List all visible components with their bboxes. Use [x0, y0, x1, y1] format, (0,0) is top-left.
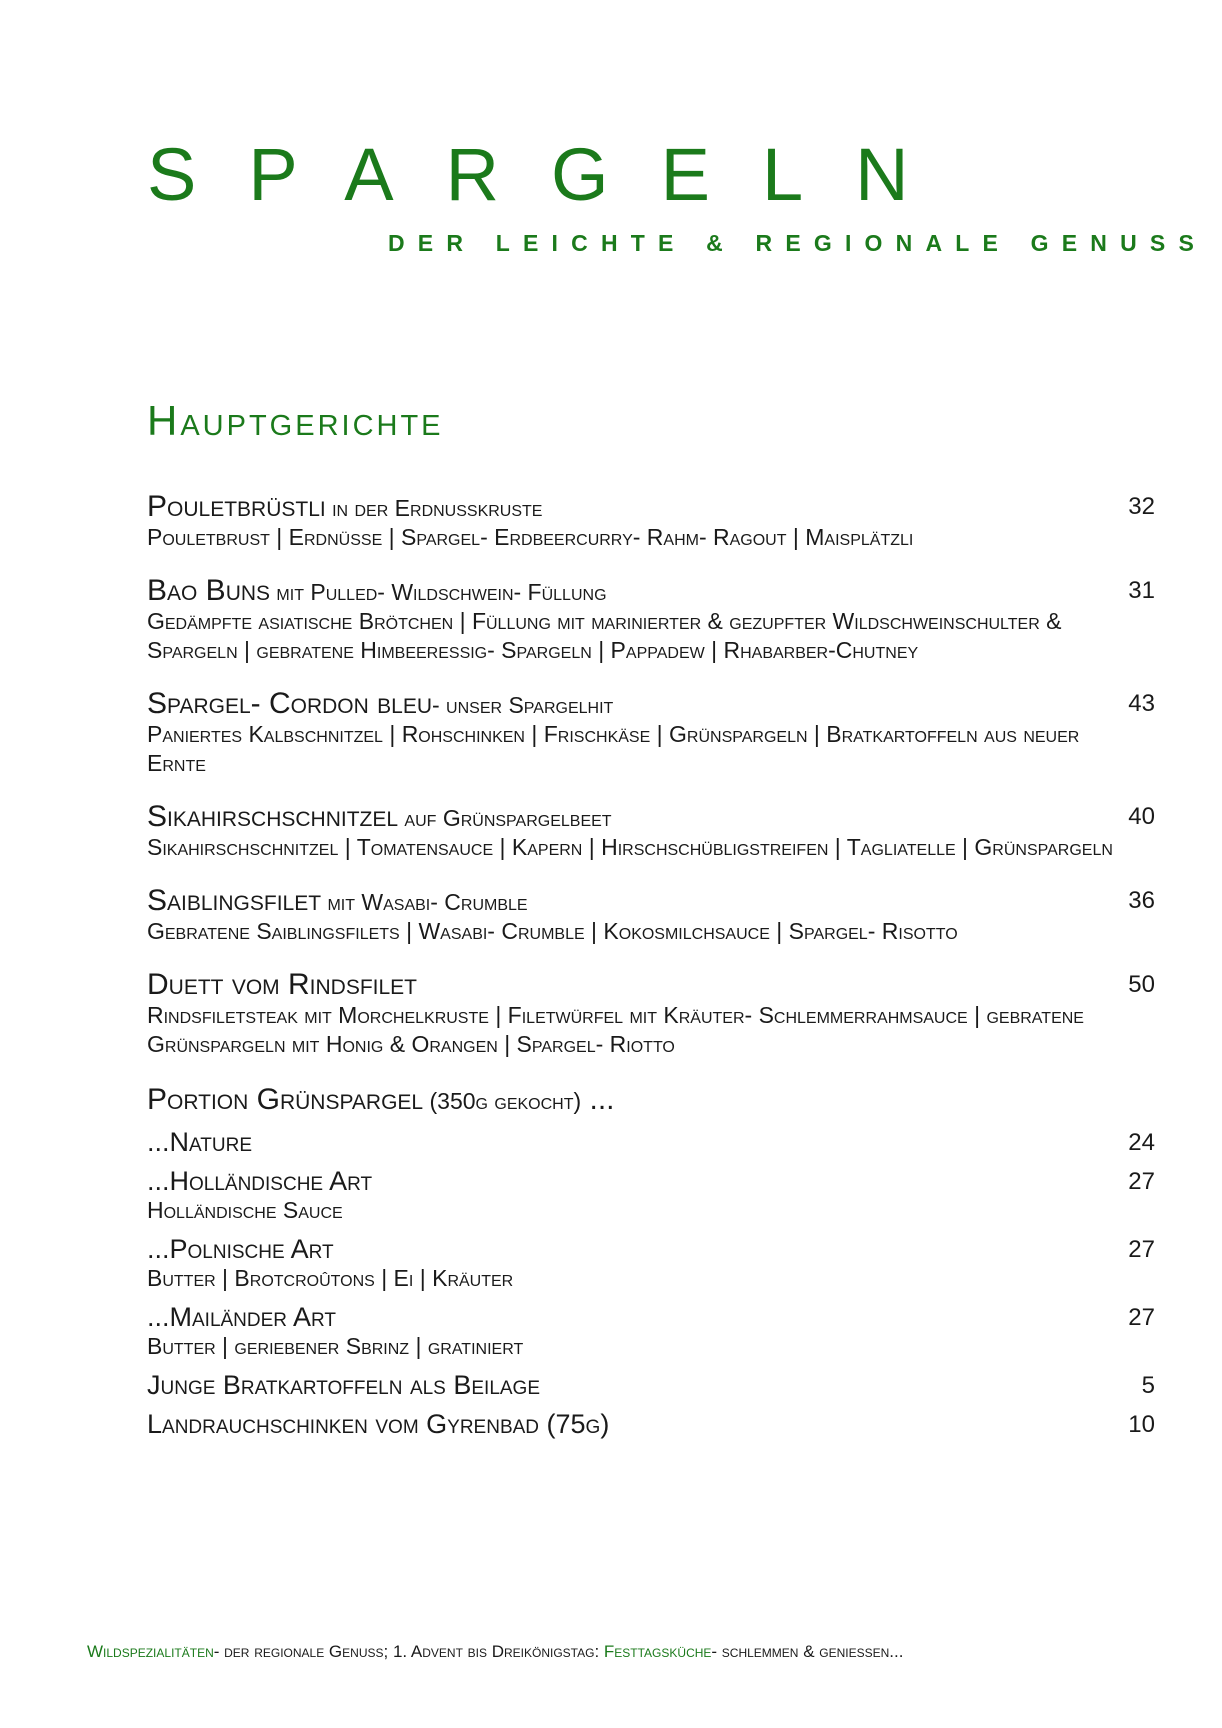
menu-item-description: Paniertes Kalbschnitzel | Rohschinken | Frischkäse | Grünspargeln | Bratkartoffeln aus neuer Ernte — [147, 721, 1080, 776]
menu-item-qualifier: mit Wasabi- Crumble — [321, 889, 528, 915]
menu-item — [147, 689, 1155, 778]
menu-item-name: Duett vom Rindsfilet — [147, 968, 418, 1001]
menu-item-description: Gedämpfte asiatische Brötchen | Füllung mit marinierter & gezupfter Wildschweinschulter & Spargeln | gebratene Himbeeressig- Spargeln | Pappadew | Rhabarber-Chutney — [147, 608, 1062, 663]
portion-variant — [147, 1167, 1155, 1225]
menu-item-heading — [147, 492, 1155, 523]
menu-item-price: 40 — [1128, 803, 1155, 830]
portion-note: (350g gekocht) — [423, 1088, 582, 1114]
menu-item-price: 32 — [1128, 493, 1155, 520]
menu-item-qualifier: - unser Spargelhit — [432, 692, 614, 718]
portion-variant-description: Holländische Sauce — [147, 1197, 343, 1223]
footer-highlight-festive: Festtagsküche — [603, 1642, 712, 1661]
portion-suffix: ... — [581, 1083, 615, 1116]
menu-title: SPARGELN — [147, 133, 961, 216]
extra-item-price: 5 — [1141, 1372, 1155, 1399]
extra-item — [147, 1371, 1155, 1400]
menu-item — [147, 970, 1155, 1059]
portion-variant-price: 27 — [1128, 1168, 1155, 1195]
menu-item-description: Gebratene Saiblingsfilets | Wasabi- Crumble | Kokosmilchsauce | Spargel- Risotto — [147, 918, 958, 944]
section-title: Hauptgerichte — [147, 397, 444, 444]
menu-item — [147, 802, 1155, 862]
menu-item-description: Pouletbrust | Erdnüsse | Spargel- Erdbeercurry- Rahm- Ragout | Maisplätzli — [147, 524, 914, 550]
portion-variant-price: 24 — [1128, 1129, 1155, 1156]
portion-name: Portion Grünspargel — [147, 1083, 424, 1116]
portion-heading — [147, 1083, 1155, 1118]
menu-item — [147, 886, 1155, 946]
menu-item-heading — [147, 970, 1155, 1001]
portion-variant — [147, 1128, 1155, 1157]
menu-item-qualifier: mit Pulled- Wildschwein- Füllung — [270, 579, 607, 605]
menu-item-price: 50 — [1128, 971, 1155, 998]
extra-item-heading — [147, 1371, 1155, 1400]
menu-item-price: 36 — [1128, 887, 1155, 914]
menu-item-heading — [147, 802, 1155, 833]
footer-text: - der regionale Genuss; 1. Advent bis Dreikönigstag: — [213, 1642, 604, 1661]
portion-variant-name: ...Holländische Art — [147, 1166, 373, 1196]
menu-item-name: Pouletbrüstli — [147, 490, 326, 523]
extra-item-heading — [147, 1410, 1155, 1439]
portion-variant-name: ...Mailänder Art — [147, 1302, 337, 1332]
portion-variant-name: ...Nature — [147, 1127, 252, 1157]
menu-item-heading — [147, 689, 1155, 720]
portion-variant-description: Butter | Brotcroûtons | Ei | Kräuter — [147, 1265, 514, 1291]
menu-item-name: Bao Buns — [147, 574, 271, 607]
portion-variant-price: 27 — [1128, 1236, 1155, 1263]
menu-item-name: Sikahirschschnitzel — [147, 800, 399, 833]
portion-variant — [147, 1303, 1155, 1361]
extra-item-name: Landrauchschinken — [147, 1409, 368, 1439]
extra-item-qualifier: als Beilage — [402, 1370, 541, 1400]
menu-item-price: 43 — [1128, 690, 1155, 717]
footer-highlight-wild: Wildspezialitäten — [87, 1642, 214, 1661]
menu-item — [147, 492, 1155, 552]
menu-item-qualifier: auf Grünspargelbeet — [398, 805, 612, 831]
menu-item-description: Rindsfiletsteak mit Morchelkruste | Filetwürfel mit Kräuter- Schlemmerrahmsauce | gebratene Grünspargeln mit Honig & Orangen | Spargel- Riotto — [147, 1002, 1084, 1057]
menu-item-price: 31 — [1128, 577, 1155, 604]
portion-variant-price: 27 — [1128, 1304, 1155, 1331]
menu-item-heading — [147, 576, 1155, 607]
menu-item-qualifier: in der Erdnusskruste — [325, 495, 543, 521]
menu-item-name: Saiblingsfilet — [147, 884, 322, 917]
menu-item-description: Sikahirschschnitzel | Tomatensauce | Kapern | Hirschschübligstreifen | Tagliatelle | Grünspargeln — [147, 834, 1113, 860]
extra-item-qualifier: vom Gyrenbad (75g) — [367, 1409, 610, 1439]
menu-item-heading — [147, 886, 1155, 917]
portion-variant — [147, 1235, 1155, 1293]
menu-item-name: Spargel- Cordon bleu — [147, 687, 432, 720]
extra-item-price: 10 — [1128, 1411, 1155, 1438]
footer-text-end: - schlemmen & geniessen... — [711, 1642, 904, 1661]
extra-item-name: Junge Bratkartoffeln — [147, 1370, 403, 1400]
menu-subtitle: DER LEICHTE & REGIONALE GENUSS — [388, 230, 1207, 256]
menu-item — [147, 576, 1155, 665]
footer-note — [87, 1642, 903, 1662]
extra-item — [147, 1410, 1155, 1439]
portion-variant-description: Butter | geriebener Sbrinz | gratiniert — [147, 1333, 524, 1359]
portion-variant-name: ...Polnische Art — [147, 1234, 334, 1264]
menu-list — [147, 492, 1155, 1449]
